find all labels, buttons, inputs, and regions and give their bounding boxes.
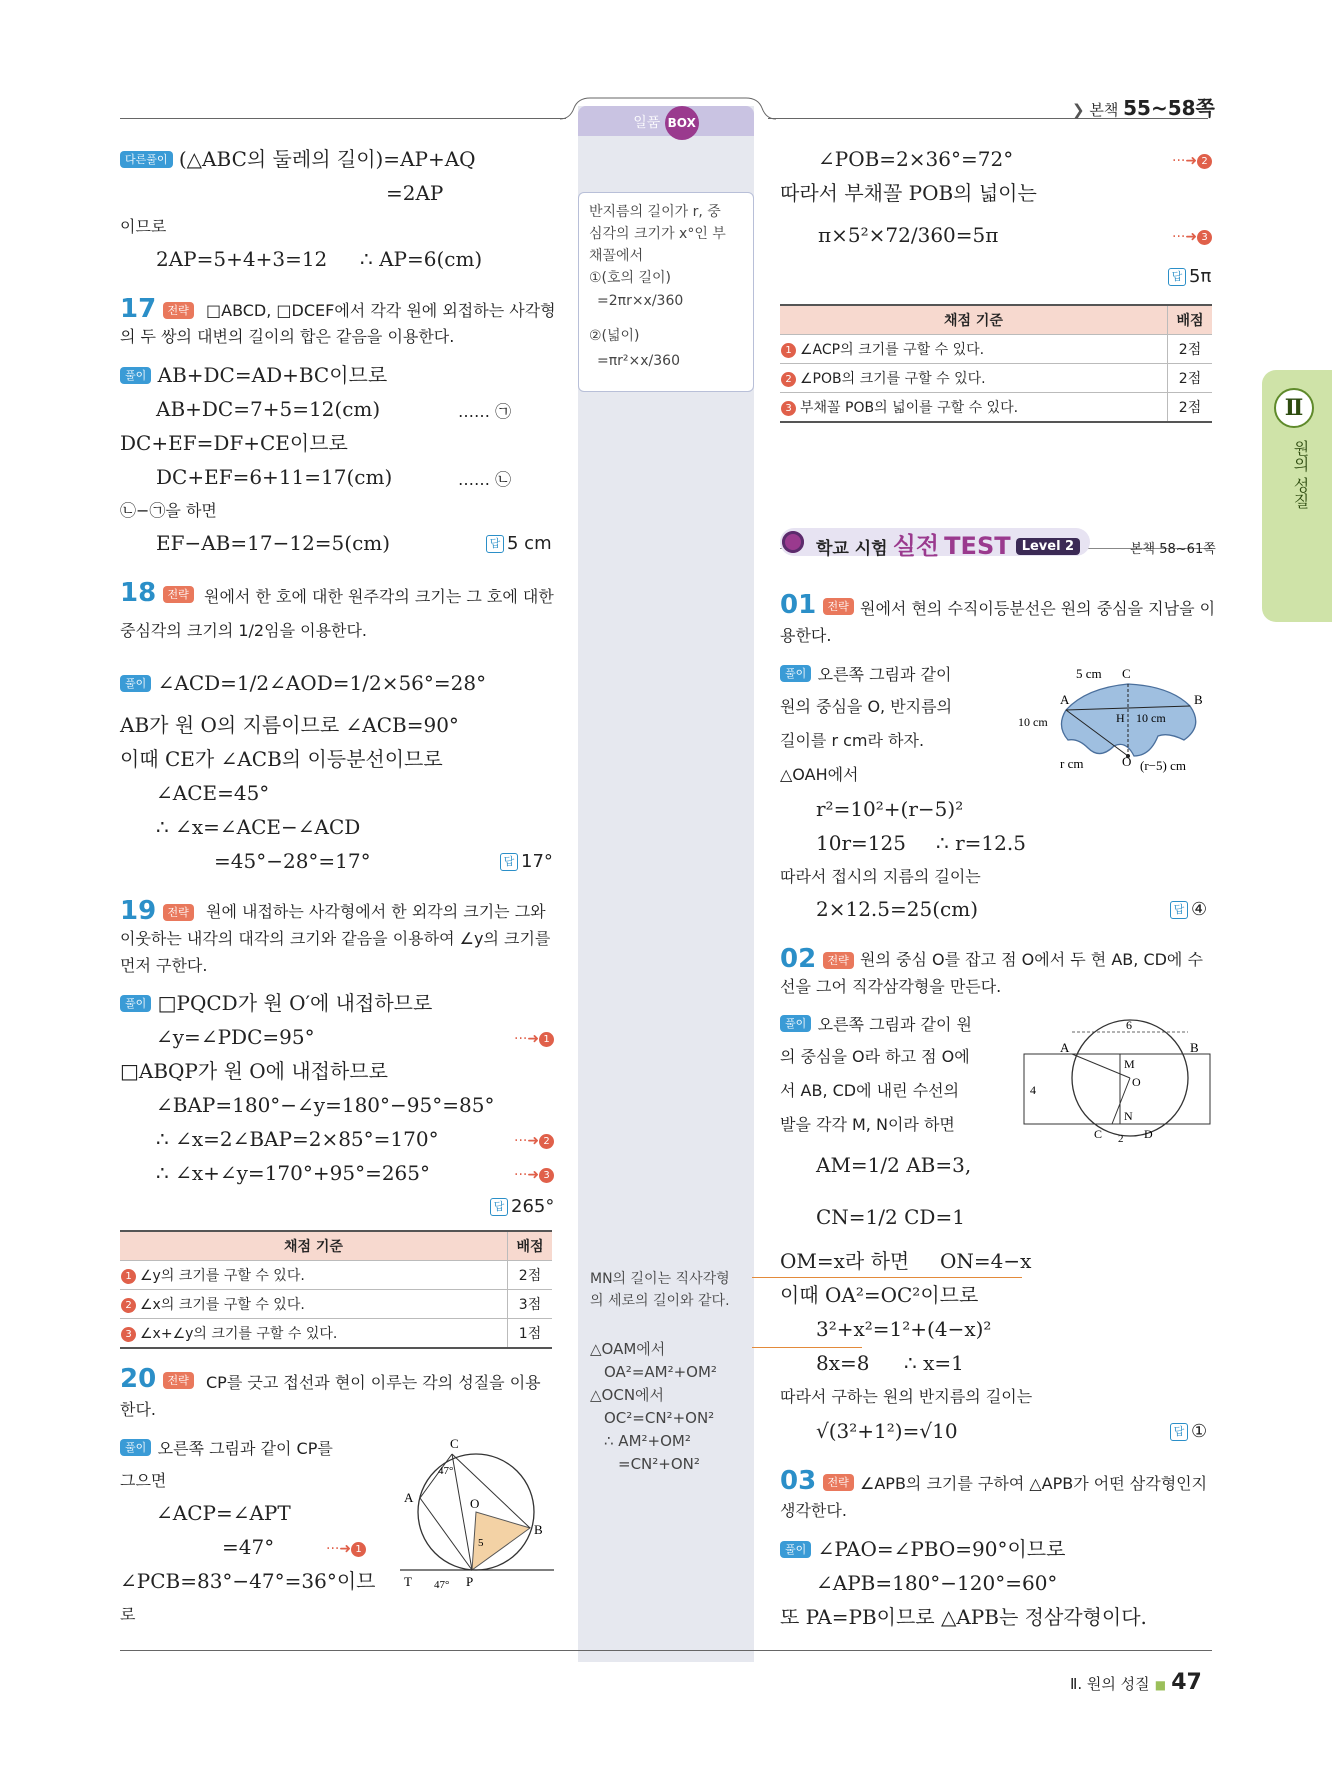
- grading-criterion: ∠x의 크기를 구할 수 있다.: [140, 1297, 305, 1313]
- footer-separator-icon: ■: [1154, 1678, 1167, 1692]
- math-line: 3²+x²=1²+(4−x)²: [816, 1317, 992, 1341]
- solution-line: [780, 1536, 1065, 1562]
- figure-problem-20: [390, 1436, 560, 1592]
- page-number: 47: [1171, 1670, 1202, 1695]
- test-header-dot-icon: [782, 531, 804, 553]
- math-line: ∴ ∠x=∠ACE−∠ACD: [156, 815, 361, 839]
- grading-row: [120, 1319, 508, 1349]
- test-title-test: TEST: [944, 532, 1011, 560]
- grading-criterion: ∠POB의 크기를 구할 수 있다.: [800, 371, 986, 387]
- point-label-m: M: [1124, 1057, 1135, 1071]
- test-header-title: [816, 526, 1080, 561]
- step-2-icon: 2: [539, 1134, 554, 1149]
- text-line: 로: [120, 1605, 136, 1624]
- math-line: ON=4−x: [940, 1249, 1032, 1273]
- answer-20: [1168, 264, 1211, 290]
- chapter-roman-numeral: Ⅱ: [1274, 388, 1314, 428]
- equation-mark: …… ㉡: [458, 470, 512, 489]
- box-formula: =2πr×x/360: [597, 293, 684, 309]
- note-line: △OAM에서: [590, 1340, 666, 1358]
- strategy-tag: 전략: [163, 302, 194, 319]
- note-line: ∴ AM²+OM²: [604, 1432, 691, 1450]
- answer-01: [1170, 897, 1207, 923]
- text-line: ㉡−㉠을 하면: [120, 501, 217, 520]
- math-line: ∠PCB=83°−47°=36°이므: [120, 1569, 376, 1593]
- grading-row: [780, 364, 1168, 393]
- answer-02: [1170, 1419, 1207, 1445]
- step-1-icon: 1: [781, 343, 796, 358]
- text-line: 따라서 구하는 원의 반지름의 길이는: [780, 1387, 1033, 1406]
- problem-number: 17: [120, 294, 157, 324]
- answer-19: [490, 1194, 554, 1220]
- math-line: ∠ACE=45°: [156, 781, 270, 805]
- answer-value: ①: [1191, 1421, 1208, 1442]
- grading-row: [780, 335, 1168, 364]
- strategy-text: 중심각의 크기의 1/2임을 이용한다.: [120, 621, 368, 640]
- answer-badge: 답: [486, 535, 504, 553]
- text-line: △OAH에서: [780, 765, 859, 784]
- footer-chapter: Ⅱ. 원의 성질: [1070, 1675, 1150, 1693]
- box-line: 반지름의 길이가 r, 중: [589, 204, 721, 220]
- math-line: ∠y=∠PDC=95°: [156, 1025, 315, 1049]
- alt-solution-tag: 다른풀이: [120, 151, 173, 168]
- strategy-tag: 전략: [163, 904, 194, 921]
- solution-line: [120, 362, 387, 388]
- solution-tag: 풀이: [780, 1015, 811, 1032]
- length-label: r cm: [1060, 756, 1084, 771]
- solution-tag: 풀이: [120, 367, 151, 384]
- step-3-icon: 3: [121, 1327, 136, 1342]
- strategy-text: CP를 긋고 접선과 현이 이루는 각의 성질을 이용한다.: [120, 1373, 541, 1419]
- grading-criterion: 부채꼴 POB의 넓이를 구할 수 있다.: [800, 400, 1019, 416]
- math-line: 또 PA=PB이므로 △APB는 정삼각형이다.: [780, 1605, 1147, 1629]
- note-line: OC²=CN²+ON²: [604, 1409, 715, 1427]
- text-line: 의 중심을 O라 하고 점 O에: [780, 1047, 970, 1066]
- length-label: 4: [1030, 1083, 1036, 1097]
- math-line: CN=1/2 CD=1: [816, 1205, 965, 1229]
- math-line: 따라서 부채꼴 POB의 넓이는: [780, 181, 1037, 205]
- grading-header: 채점 기준: [780, 305, 1168, 335]
- length-label: (r−5) cm: [1140, 758, 1186, 773]
- step-1-icon: 1: [539, 1032, 554, 1047]
- figure-question-02: [1020, 1012, 1216, 1148]
- math-line: ∴ ∠x=2∠BAP=2×85°=170°: [156, 1127, 439, 1151]
- box-formula: =πr²×x/360: [597, 353, 680, 369]
- math-line: DC+EF=DF+CE이므로: [120, 431, 348, 455]
- grading-row: [780, 393, 1168, 423]
- math-line: AB+DC=AD+BC이므로: [157, 363, 388, 387]
- text-line: 발을 각각 M, N이라 하면: [780, 1115, 955, 1134]
- question-number: 01: [780, 590, 817, 620]
- grading-points: 1점: [508, 1319, 553, 1349]
- strategy-tag: 전략: [163, 586, 194, 603]
- box-line: 채꼴에서: [589, 248, 644, 264]
- answer-badge: 답: [500, 853, 518, 871]
- alt-solution-line: [120, 146, 476, 172]
- header-ref-label: 본책: [1089, 101, 1119, 119]
- text-line: 원의 중심을 O, 반지름의: [780, 697, 953, 716]
- step-3-icon: 3: [1197, 230, 1212, 245]
- length-label: 5 cm: [1076, 666, 1102, 681]
- figure-question-01: [1018, 660, 1218, 780]
- strategy-tag: 전략: [823, 952, 854, 969]
- math-line: ∴ AP=6(cm): [360, 247, 483, 271]
- chapter-side-tab[interactable]: [1262, 370, 1332, 622]
- math-line: ∴ x=1: [904, 1351, 964, 1375]
- point-label-a: A: [1060, 692, 1070, 707]
- solution-line: [120, 1434, 333, 1462]
- question-number: 03: [780, 1466, 817, 1496]
- grading-criterion: ∠y의 크기를 구할 수 있다.: [140, 1268, 305, 1284]
- note-line: OA²=AM²+OM²: [604, 1363, 717, 1381]
- equation-mark: …… ㉠: [458, 402, 512, 421]
- math-line: √(3²+1²)=√10: [816, 1419, 958, 1443]
- note-line: 의 세로의 길이와 같다.: [590, 1293, 730, 1309]
- math-line: 2×12.5=25(cm): [816, 897, 978, 921]
- step-marker-3: ···➜ 3: [514, 1162, 558, 1188]
- footer: [1070, 1670, 1202, 1695]
- grading-points: 2점: [1168, 393, 1213, 423]
- math-line: □PQCD가 원 O′에 내접하므로: [157, 991, 433, 1015]
- grading-points: 2점: [1168, 335, 1213, 364]
- box-line: ①(호의 길이): [589, 270, 672, 286]
- length-label: 2: [1118, 1133, 1124, 1145]
- step-2-icon: 2: [121, 1298, 136, 1313]
- math-line: ∴ r=12.5: [936, 831, 1026, 855]
- formula-box: [578, 192, 754, 392]
- note-line: △OCN에서: [590, 1386, 665, 1404]
- text-line: 서 AB, CD에 내린 수선의: [780, 1081, 960, 1100]
- math-line: □ABQP가 원 O에 내접하므로: [120, 1059, 388, 1083]
- footer-rule: [120, 1650, 1212, 1651]
- step-marker-2: ···➜ 2: [514, 1128, 558, 1154]
- math-line: ∠POB=2×36°=72°: [818, 147, 1014, 171]
- angle-label: 47°: [434, 1579, 450, 1591]
- strategy-text: □ABCD, □DCEF에서 각각 원에 외접하는 사각형의 두 쌍의 대변의 길이의 합은 같음을 이용한다.: [120, 301, 556, 346]
- math-line: =47°: [222, 1535, 275, 1559]
- solution-tag: 풀이: [120, 675, 151, 692]
- step-marker-1: ···➜ 1: [514, 1026, 558, 1052]
- math-line: AM=1/2 AB=3,: [816, 1153, 972, 1177]
- angle-label: 47°: [438, 1465, 454, 1477]
- solution-tag: 풀이: [120, 995, 151, 1012]
- problem-18-header: [120, 580, 194, 607]
- point-label-c: C: [1122, 666, 1131, 681]
- answer-badge: 답: [1168, 268, 1186, 286]
- test-title-school: 학교 시험: [816, 539, 888, 559]
- math-line: =45°−28°=17°: [214, 849, 371, 873]
- math-line: (△ABC의 둘레의 길이)=AP+AQ: [178, 147, 476, 171]
- strategy-text: 원의 중심 O를 잡고 점 O에서 두 현 AB, CD에 수선을 그어 직각삼각형을 만든다.: [780, 950, 1203, 996]
- grading-row: [120, 1290, 508, 1319]
- solution-tag: 풀이: [780, 665, 811, 682]
- point-label-d: D: [1144, 1127, 1153, 1141]
- math-line: DC+EF=6+11=17(cm): [156, 465, 393, 489]
- strategy-tag: 전략: [823, 1474, 854, 1491]
- chapter-title: 원의 성질: [1291, 440, 1310, 510]
- math-line: π×5²×72/360=5π: [818, 223, 999, 247]
- math-line: 10r=125: [816, 831, 906, 855]
- math-line: 이때 CE가 ∠ACB의 이등분선이므로: [120, 747, 443, 771]
- grading-points: 2점: [508, 1261, 553, 1290]
- grading-points: 2점: [1168, 364, 1213, 393]
- length-label: 6: [1126, 1018, 1132, 1032]
- answer-badge: 답: [1170, 901, 1188, 919]
- side-note-mn: [590, 1268, 730, 1312]
- strategy-text: 원에서 현의 수직이등분선은 원의 중심을 지남을 이용한다.: [780, 599, 1216, 645]
- note-leader-2: [752, 1347, 862, 1348]
- test-header-ref: 본책 58~61쪽: [1130, 542, 1216, 557]
- math-line: =2AP: [386, 181, 444, 205]
- solution-tag: 풀이: [780, 1541, 811, 1558]
- problem-number: 18: [120, 578, 157, 608]
- point-label-b: B: [534, 1522, 543, 1537]
- answer-18: [500, 849, 553, 875]
- answer-value: 17°: [521, 851, 553, 872]
- length-label: 10 cm: [1018, 715, 1048, 729]
- solution-line: [780, 660, 951, 688]
- math-line: r²=10²+(r−5)²: [816, 797, 964, 821]
- grading-header: 채점 기준: [120, 1231, 508, 1261]
- grading-table-19: [120, 1230, 552, 1349]
- answer-value: 5 cm: [507, 533, 552, 554]
- grading-criterion: ∠ACP의 크기를 구할 수 있다.: [800, 342, 985, 358]
- math-line: 이때 OA²=OC²이므로: [780, 1283, 979, 1307]
- math-line: 2AP=5+4+3=12: [156, 247, 328, 271]
- point-label-p: P: [466, 1574, 474, 1589]
- grading-points: 3점: [508, 1290, 553, 1319]
- step-2-icon: 2: [781, 372, 796, 387]
- box-brand: BOX: [665, 106, 699, 140]
- strategy-text: 원에 내접하는 사각형에서 한 외각의 크기는 그와 이웃하는 내각의 대각의 크기와 같음을 이용하여 ∠y의 크기를 먼저 구한다.: [120, 902, 551, 975]
- text-line: 그으면: [120, 1471, 167, 1490]
- answer-badge: 답: [1170, 1423, 1188, 1441]
- question-number: 02: [780, 944, 817, 974]
- header-page-ref: [1072, 92, 1215, 121]
- answer-value: 5π: [1189, 266, 1212, 287]
- point-label-t: T: [404, 1574, 412, 1589]
- point-label-c: C: [450, 1436, 459, 1451]
- point-label-c: C: [1094, 1127, 1103, 1141]
- text-line: 오른쪽 그림과 같이 원: [817, 1015, 972, 1034]
- box-label: [578, 106, 754, 136]
- text-line: 이므로: [120, 217, 167, 236]
- solution-tag: 풀이: [120, 1439, 151, 1456]
- point-label-n: N: [1124, 1109, 1133, 1123]
- note-line: =CN²+ON²: [618, 1455, 700, 1473]
- point-label-o: O: [1122, 754, 1132, 769]
- point-label-o: O: [470, 1496, 480, 1511]
- box-label-text: 일품: [633, 115, 661, 131]
- step-marker-1: ···➜ 1: [326, 1536, 370, 1562]
- header-pages: 55~58쪽: [1123, 96, 1215, 120]
- math-line: ∠PAO=∠PBO=90°이므로: [817, 1537, 1066, 1561]
- strategy-text: 원에서 한 호에 대한 원주각의 크기는 그 호에 대한: [204, 587, 554, 606]
- header-rule-left: [120, 118, 566, 119]
- solution-line: [120, 990, 432, 1016]
- answer-17: [486, 531, 552, 557]
- step-marker-2: ···➜ 2: [1172, 148, 1216, 174]
- point-label-h: H: [1116, 711, 1125, 725]
- math-line: ∠ACD=1/2∠AOD=1/2×56°=28°: [157, 671, 487, 695]
- math-line: ∠BAP=180°−∠y=180°−95°=85°: [156, 1093, 495, 1117]
- answer-badge: 답: [490, 1198, 508, 1216]
- answer-value: ④: [1191, 899, 1208, 920]
- text-line: 따라서 접시의 지름의 길이는: [780, 867, 981, 886]
- side-note-oam: [590, 1338, 717, 1476]
- note-line: MN의 길이는 직사각형: [590, 1271, 730, 1287]
- box-line: 심각의 크기가 x°인 부: [589, 226, 726, 242]
- length-label: 10 cm: [1136, 711, 1166, 725]
- point-label-o: O: [1132, 1075, 1141, 1089]
- step-1-icon: 1: [121, 1269, 136, 1284]
- grading-table-20: [780, 304, 1212, 423]
- math-line: 8x=8: [816, 1351, 870, 1375]
- point-label-b: B: [1190, 1040, 1199, 1055]
- math-line: AB가 원 O의 지름이므로 ∠ACB=90°: [120, 713, 459, 737]
- test-title-practice: 실전: [892, 532, 940, 560]
- step-2-icon: 2: [1197, 154, 1212, 169]
- strategy-tag: 전략: [163, 1372, 194, 1389]
- grading-criterion: ∠x+∠y의 크기를 구할 수 있다.: [140, 1326, 338, 1342]
- math-line: ∴ ∠x+∠y=170°+95°=265°: [156, 1161, 431, 1185]
- solution-line: [120, 670, 486, 696]
- point-label-a: A: [404, 1490, 414, 1505]
- step-1-icon: 1: [351, 1542, 366, 1557]
- problem-number: 19: [120, 896, 157, 926]
- math-line: AB+DC=7+5=12(cm): [156, 397, 381, 421]
- math-line: OM=x라 하면: [780, 1249, 910, 1273]
- math-line: EF−AB=17−12=5(cm): [156, 531, 391, 555]
- note-leader-1: [752, 1277, 1022, 1278]
- point-label-b: B: [1194, 692, 1203, 707]
- math-line: ∠APB=180°−120°=60°: [816, 1571, 1058, 1595]
- math-line: ∠ACP=∠APT: [156, 1501, 291, 1525]
- strategy-text: ∠APB의 크기를 구하여 △APB가 어떤 삼각형인지 생각한다.: [780, 1474, 1208, 1520]
- grading-points-header: 배점: [508, 1231, 553, 1261]
- point-label-a: A: [1060, 1040, 1070, 1055]
- text-line: 오른쪽 그림과 같이: [817, 665, 952, 684]
- length-label: 5: [478, 1537, 484, 1549]
- solution-line: [780, 1010, 972, 1038]
- chevron-right-icon: ❯: [1072, 101, 1085, 119]
- answer-value: 265°: [511, 1196, 555, 1217]
- text-line: 길이를 r cm라 하자.: [780, 731, 925, 750]
- problem-number: 20: [120, 1364, 157, 1394]
- grading-row: [120, 1261, 508, 1290]
- box-line: ②(넓이): [589, 328, 640, 344]
- level-badge: Level 2: [1016, 538, 1080, 555]
- strategy-tag: 전략: [823, 598, 854, 615]
- step-3-icon: 3: [781, 401, 796, 416]
- text-line: 오른쪽 그림과 같이 CP를: [157, 1439, 333, 1458]
- step-3-icon: 3: [539, 1168, 554, 1183]
- step-marker-3: ···➜ 3: [1172, 224, 1216, 250]
- grading-points-header: 배점: [1168, 305, 1213, 335]
